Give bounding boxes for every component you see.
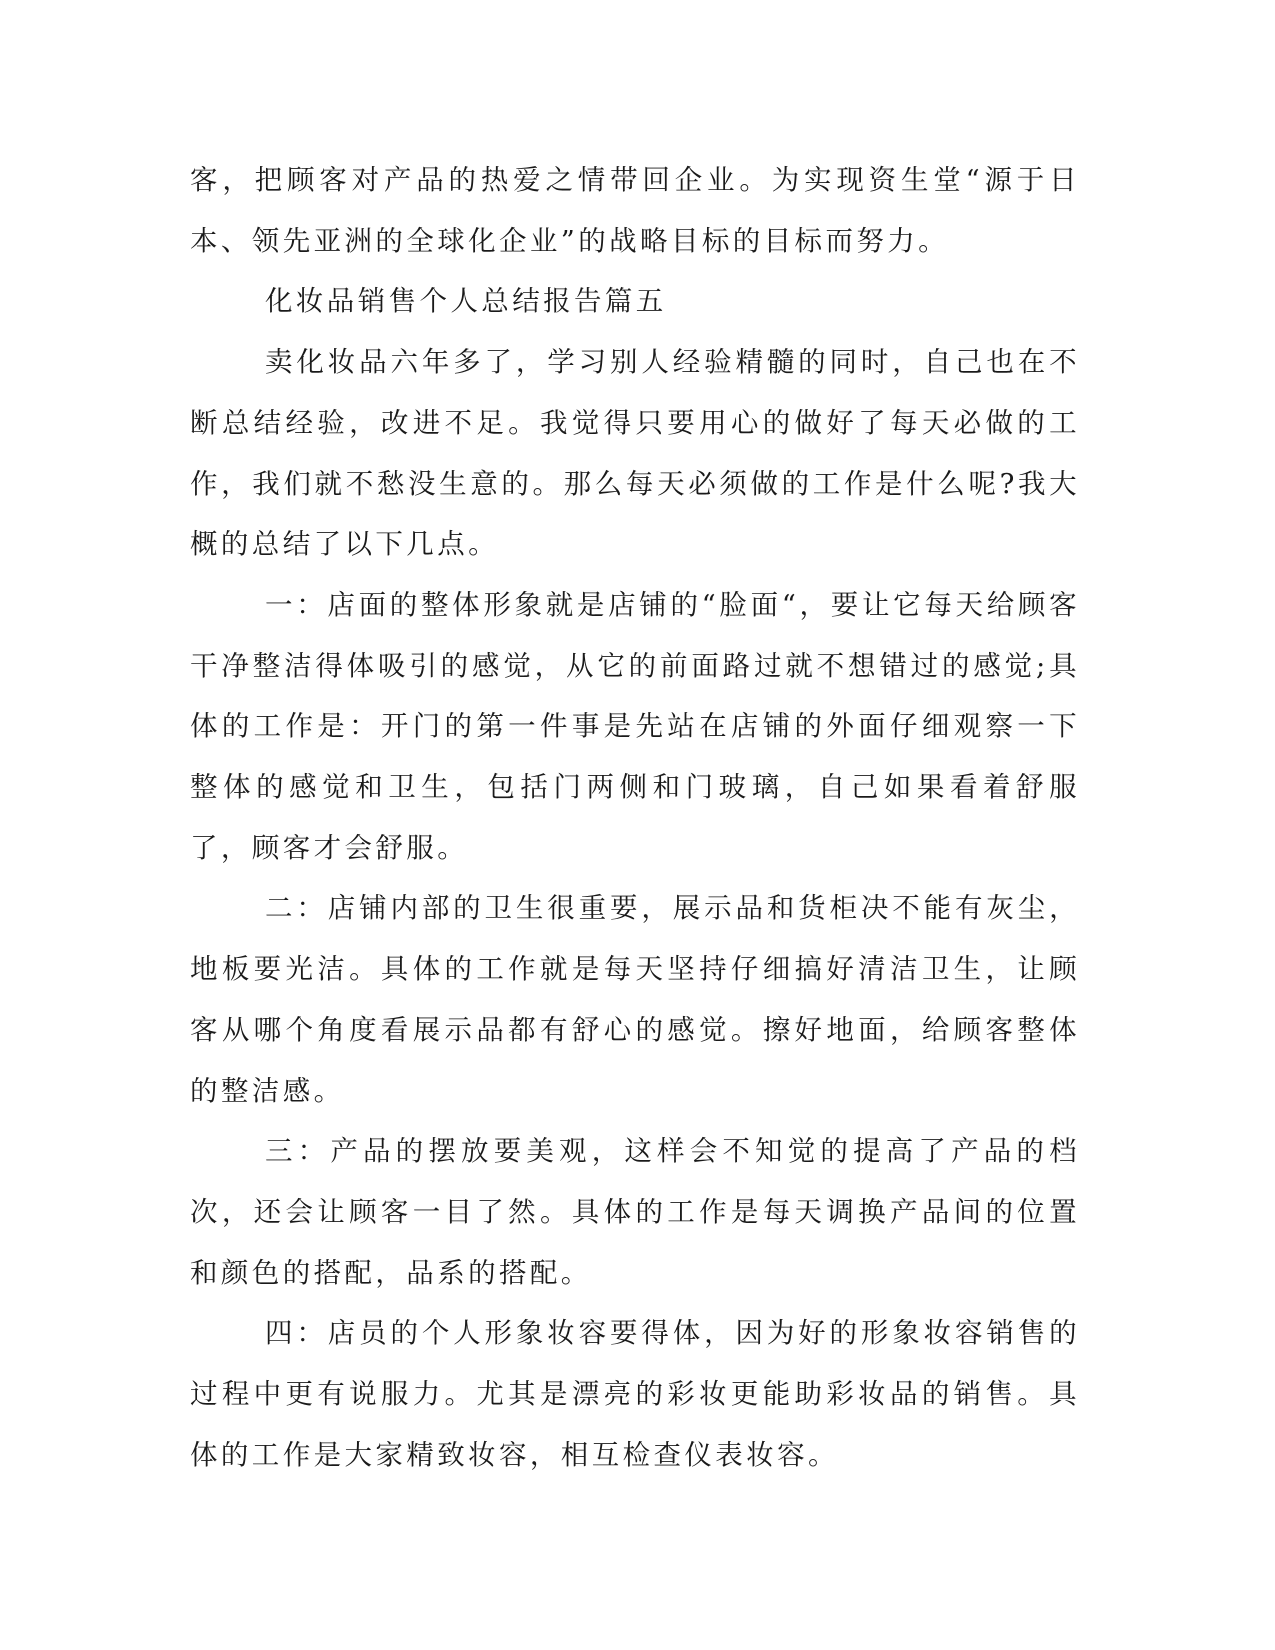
document-body bbox=[190, 150, 1080, 1485]
point-four-paragraph: 四：店员的个人形象妆容要得体，因为好的形象妆容销售的过程中更有说服力。尤其是漂亮的彩妆更能助彩妆品的销售。具体的工作是大家精致妆容，相互检查仪表妆容。 bbox=[190, 1317, 1080, 1471]
point-one-paragraph: 一：店面的整体形象就是店铺的“脸面“，要让它每天给顾客干净整洁得体吸引的感觉，从它的前面路过就不想错过的感觉;具体的工作是：开门的第一件事是先站在店铺的外面仔细观察一下整体的感觉和卫生，包括门两侧和门玻璃，自己如果看着舒服了，顾客才会舒服。 bbox=[190, 588, 1080, 864]
section-heading: 化妆品销售个人总结报告篇五 bbox=[265, 285, 667, 318]
point-three-paragraph: 三：产品的摆放要美观，这样会不知觉的提高了产品的档次，还会让顾客一目了然。具体的工作是每天调换产品间的位置和颜色的搭配，品系的搭配。 bbox=[190, 1135, 1080, 1289]
intro-paragraph: 卖化妆品六年多了，学习别人经验精髓的同时，自己也在不断总结经验，改进不足。我觉得只要用心的做好了每天必做的工作，我们就不愁没生意的。那么每天必须做的工作是什么呢?我大概的总结了以下几点。 bbox=[190, 346, 1080, 561]
point-two-paragraph: 二：店铺内部的卫生很重要，展示品和货柜决不能有灰尘，地板要光洁。具体的工作就是每天坚持仔细搞好清洁卫生，让顾客从哪个角度看展示品都有舒心的感觉。擦好地面，给顾客整体的整洁感。 bbox=[190, 892, 1080, 1107]
continuation-paragraph: 客，把顾客对产品的热爱之情带回企业。为实现资生堂“源于日本、领先亚洲的全球化企业”的战略目标的目标而努力。 bbox=[190, 164, 1080, 257]
